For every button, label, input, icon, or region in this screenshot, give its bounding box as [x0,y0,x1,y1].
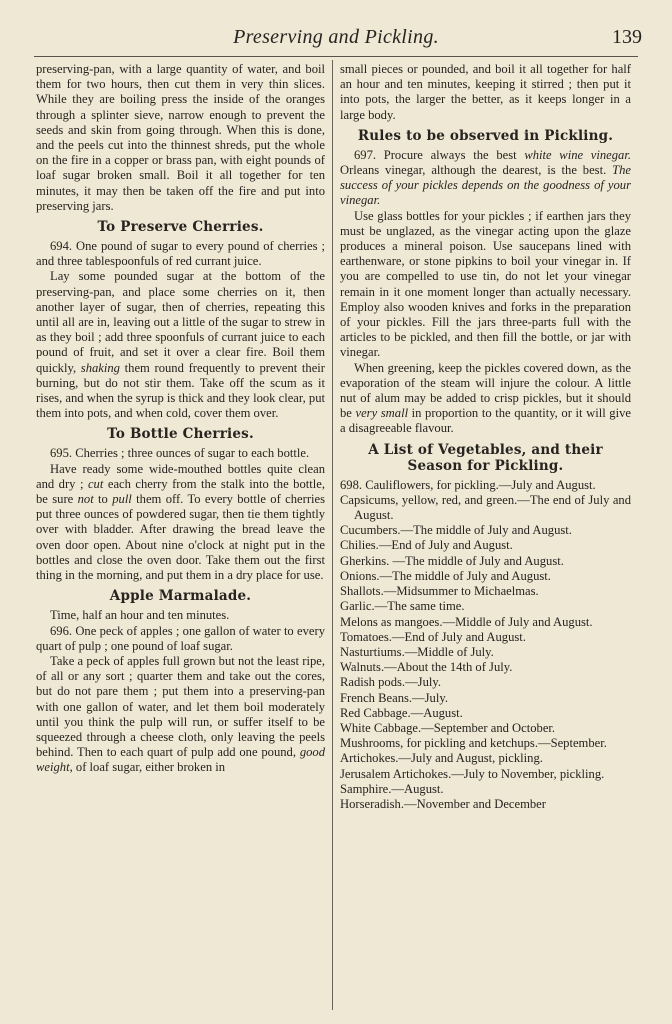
list-item: Jerusalem Artichokes.—July to November, pickling. [340,766,605,781]
right-column [340,62,631,812]
paragraph-696: 696. One peck of apples ; one gallon of water to every quart of pulp ; one pound of loaf sugar. [36,623,325,653]
paragraph-time: Time, half an hour and ten minutes. [50,608,230,623]
list-item: Horseradish.—November and December [340,796,546,811]
list-item: Capsicums, yellow, red, and green.—The end of July and August. [340,492,631,523]
list-item: Onions.—The middle of July and August. [340,568,551,583]
list-item: Chilies.—End of July and August. [340,538,513,553]
list-item: Artichokes.—July and August, pickling. [340,751,543,766]
page-number: 139 [612,26,642,48]
heading-bottle-cherries: To Bottle Cherries. [107,426,254,443]
paragraph-695-method: Have ready some wide-mouthed bottles quite clean and dry ; cut each cherry from the stalk into the bottle, be sure not to pull them off. To every bottle of cherries put three ounces of powdered sugar, then tie them tightly over with bladder. After drawing the bread leave the oven door open. About nine o'clock at night put in the bottles and close the oven door. Take them out the first thing in the morning, and put them in a dry place for use. [36,461,326,583]
list-item: White Cabbage.—September and October. [340,720,556,735]
paragraph-continuation-right: small pieces or pounded, and boil it all together for half an hour and ten minutes, keeping it stirred ; then put it into pots, the larger the better, as it keeps longer in a large body. [340,62,631,122]
paragraph-697: 697. Procure always the best white wine vinegar. Orleans vinegar, although the dearest, is the best. The success of your pickles depends on the goodness of your vinegar. [340,147,631,208]
vegetable-season-list [340,478,631,812]
heading-preserve-cherries: To Preserve Cherries. [97,219,264,236]
list-item: Radish pods.—July. [340,675,441,690]
running-header-title: Preserving and Pickling. [233,26,439,48]
list-item: Gherkins. —The middle of July and August. [340,553,564,568]
list-item: 698. Cauliflowers, for pickling.—July and August. [340,477,596,492]
heading-apple-marmalade: Apple Marmalade. [109,588,252,605]
paragraph-696-method: Take a peck of apples full grown but not the least ripe, of all or any sort ; quarter them and take out the cores, but do not pare them ; put them into a preserving-pan with one gallon of water, and let them boil moderately until you think the pulp will run, or suffer itself to be squeezed through a cheese cloth, only leaving the peels behind. Then to each quart of pulp add one pound, good weight, of loaf sugar, either broken in [36,653,325,775]
paragraph-continuation: preserving-pan, with a large quantity of water, and boil them for two hours, then cut them in very thin slices. While they are boiling press the inside of the oranges through a splinter sieve, narrow enough to prevent the seeds and skin from going through. When this is done, and the peels cut into the thinnest shreds, put the whole on the fire in a copper or brass pan, with eight pounds of loaf sugar broken small. Boil it all together for ten minutes, it may then be taken off the fire and put into preserving jars. [36,62,325,213]
column-divider [332,60,333,1010]
list-item: Walnuts.—About the 14th of July. [340,660,513,675]
list-item: Samphire.—August. [340,781,444,796]
paragraph-694: 694. One pound of sugar to every pound of cherries ; and three tablespoonfuls of red currant juice. [36,239,325,269]
heading-pickling-rules: Rules to be observed in Pickling. [357,127,614,144]
list-item: Tomatoes.—End of July and August. [340,629,526,644]
header-rule [34,56,638,57]
left-column [36,62,325,776]
list-item: Garlic.—The same time. [340,599,465,614]
heading-vegetable-season-list: A List of Vegetables, and their Season for Pickling. [368,441,603,474]
paragraph-695: 695. Cherries ; three ounces of sugar to each bottle. [50,446,310,461]
list-item: Melons as mangoes.—Middle of July and August. [340,614,593,629]
list-item: Cucumbers.—The middle of July and August. [340,523,572,538]
paragraph-697-bottles: Use glass bottles for your pickles ; if earthen jars they must be unglazed, as the vinegar acting upon the glaze produces a mineral poison. Use saucepans lined with earthenware, or stone pipkins to boil your vinegar in. If you are compelled to use tin, do not let your vinegar remain in it one moment longer than actually necessary. Employ also wooden knives and forks in the preparation of your pickles. Fill the jars three-parts full with the articles to be pickled, and then fill the bottle, or jar with vinegar. [340,208,631,360]
list-item: Shallots.—Midsummer to Michaelmas. [340,584,539,599]
list-item: Mushrooms, for pickling and ketchups.—September. [340,736,607,751]
list-item: French Beans.—July. [340,690,448,705]
list-item: Red Cabbage.—August. [340,705,463,720]
paragraph-697-greening: When greening, keep the pickles covered down, as the evaporation of the steam will injure the colour. A little nut of alum may be added to crisp pickles, but it should be very small in proportion to the quantity, or it will give a disagreeable flavour. [340,360,631,436]
paragraph-694-method: Lay some pounded sugar at the bottom of the preserving-pan, and place some cherries on it, then another layer of sugar, then of cherries, repeating this until all are in, leaving out a little of the sugar to strew in as they boil ; add three spoonfuls of currant juice to each pound of fruit, and set it over a clear fire. Boil them quickly, shaking them round frequently to prevent their burning, but do not stir them. Take off the scum as it rises, and when the syrup is thick and they look clear, put them into pots, and when cold, cover them over. [36,269,326,421]
list-item: Nasturtiums.—Middle of July. [340,644,494,659]
